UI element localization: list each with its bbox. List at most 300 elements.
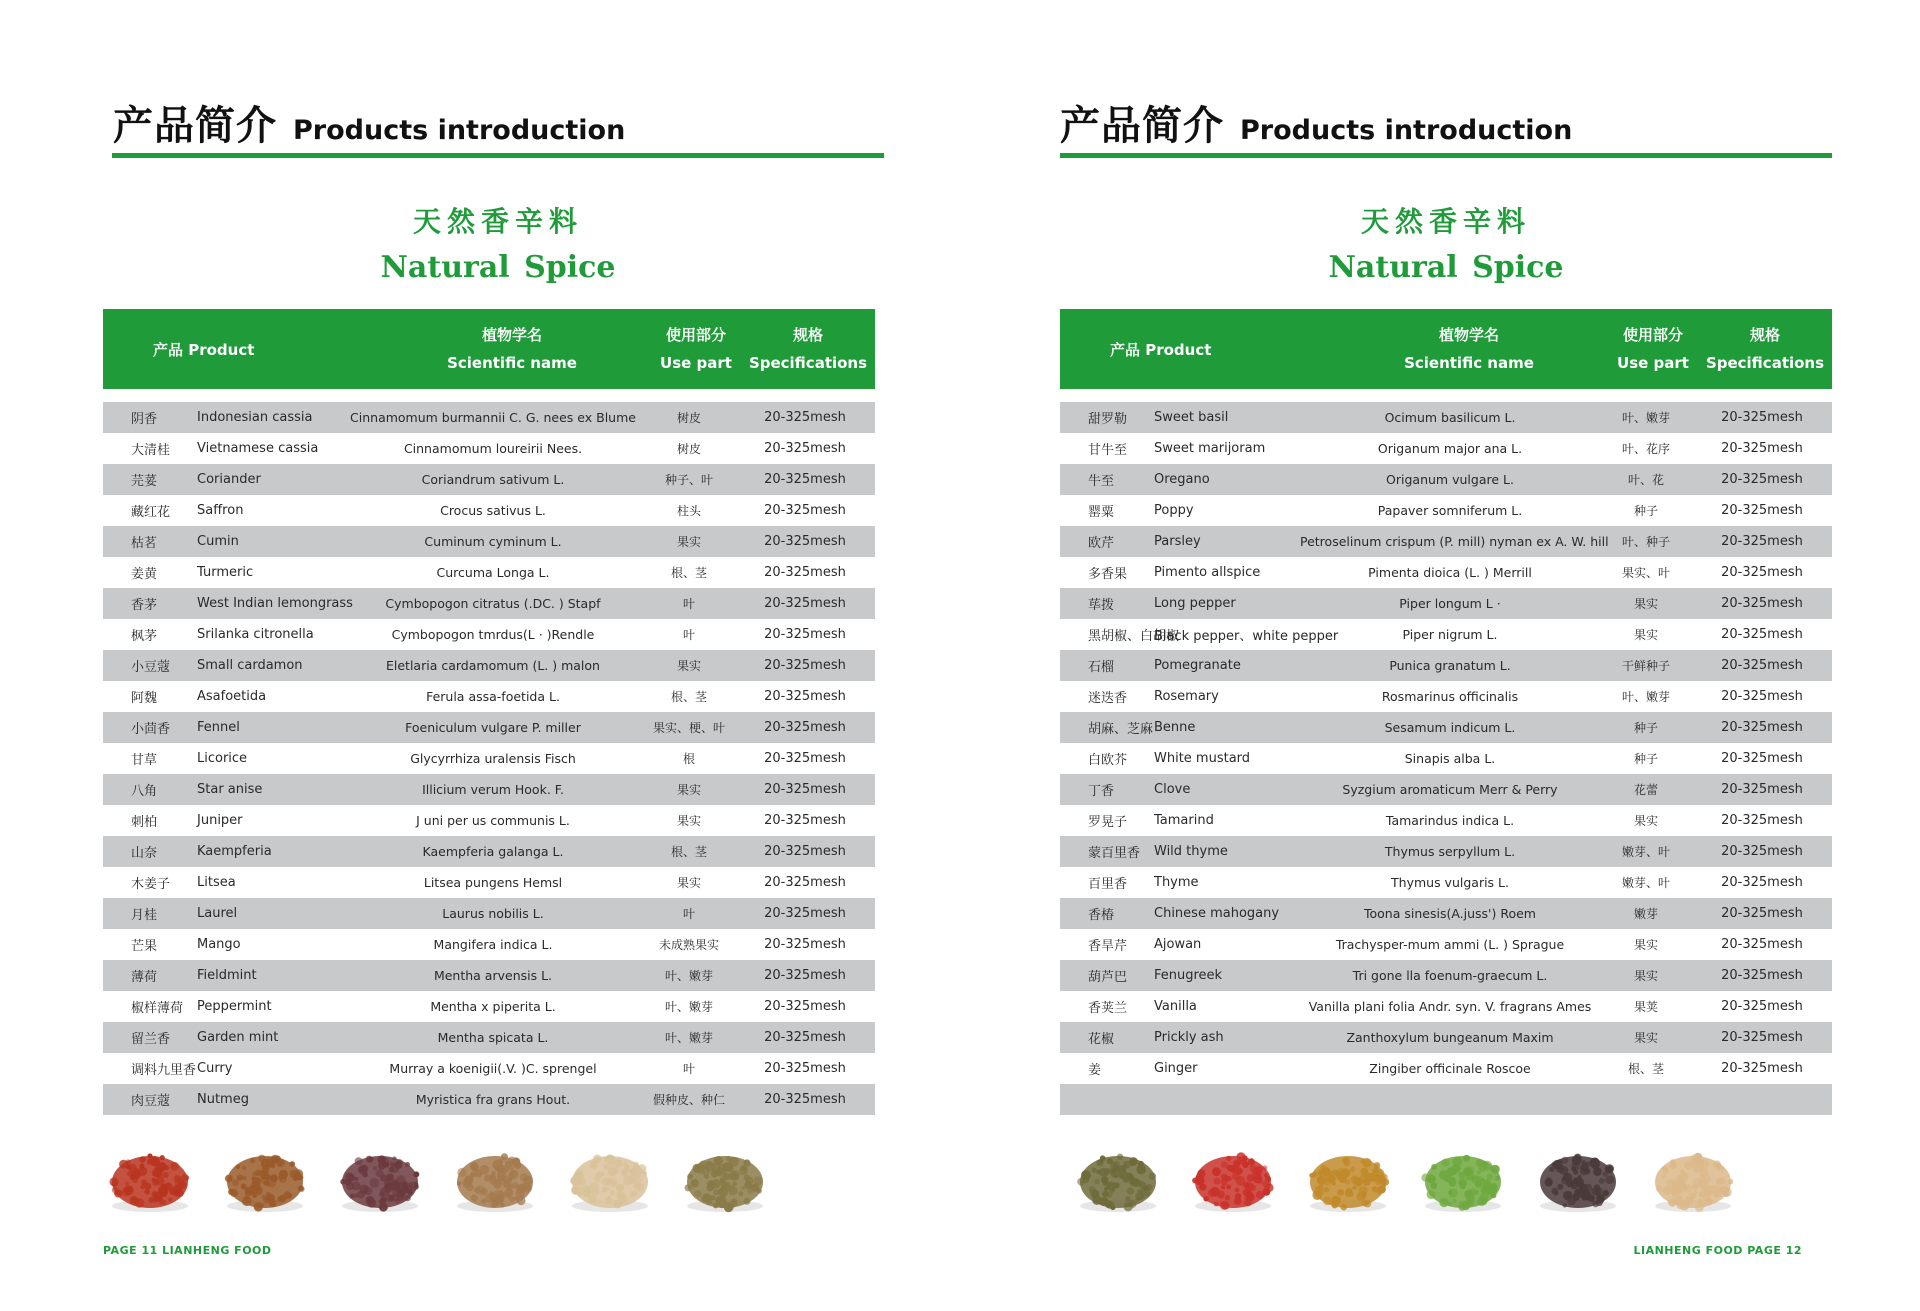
product-name-cn: 小茴香 [131,722,171,737]
product-name-en: Licorice [197,751,248,766]
product-name-en: Indonesian cassia [197,410,313,425]
product-name-en: Wild thyme [1154,844,1228,859]
specification: 20-325mesh [764,937,846,952]
table-body [103,402,875,1115]
table-row [1060,836,1832,867]
specification: 20-325mesh [764,813,846,828]
use-part: 种子 [1633,721,1658,735]
spice-images [100,1128,880,1228]
product-name-en: Vanilla [1154,999,1197,1014]
specification: 20-325mesh [1721,875,1803,890]
product-name-en: Prickly ash [1154,1030,1224,1045]
use-part: 假种皮、种仁 [652,1093,725,1107]
header-use-cn: 使用部分 [1622,326,1683,344]
scientific-name: Tri gone lla foenum-graecum L. [1352,968,1548,983]
product-name-en: Small cardamon [197,658,303,673]
specification: 20-325mesh [764,658,846,673]
scientific-name: Tamarindus indica L. [1385,813,1515,828]
specification: 20-325mesh [764,751,846,766]
product-name-en: Litsea [197,875,236,890]
table-row [103,836,875,867]
table-row [103,805,875,836]
table-row [1060,588,1832,619]
scientific-name: Glycyrrhiza uralensis Fisch [410,751,576,766]
use-part: 果实 [1633,938,1658,952]
header-sci-en: Scientific name [447,354,577,372]
product-name-en: Pomegranate [1154,658,1241,673]
scientific-name: Piper nigrum L. [1402,627,1498,642]
table-row [103,743,875,774]
header-scientific-name [373,321,651,377]
use-part: 叶、花 [1627,473,1664,487]
product-name-cn: 欧芹 [1088,536,1115,551]
section-title-en: Natural Spice [380,250,616,285]
table-row [103,867,875,898]
header-title-en: Products introduction [293,115,626,147]
product-name-cn: 甜罗勒 [1088,412,1128,427]
table-row [1060,1022,1832,1053]
product-name-en: Chinese mahogany [1154,906,1280,921]
product-name-cn: 迷迭香 [1088,691,1128,706]
header-divider [1060,153,1832,158]
section-title-cn: 天然香辛料 [1360,205,1531,238]
header-sci-cn: 植物学名 [481,326,542,344]
product-name-en: Long pepper [1154,596,1236,611]
product-name-cn: 藏红花 [131,505,171,520]
use-part: 叶 [682,597,695,611]
scientific-name: Rosmarinus officinalis [1381,689,1519,704]
table-row [1060,991,1832,1022]
use-part: 嫩芽、叶 [1621,845,1670,859]
product-name-cn: 百里香 [1088,877,1128,892]
use-part: 果实 [1633,969,1658,983]
product-name-en: Nutmeg [197,1092,249,1107]
product-name-en: Black pepper、white pepper [1154,629,1339,644]
spice-pile-image [1072,1136,1164,1216]
product-name-cn: 牛至 [1088,474,1115,489]
scientific-name: Coriandrum sativum L. [421,472,565,487]
table-row [103,402,875,433]
spice-pile-image [449,1136,541,1216]
scientific-name: Illicium verum Hook. F. [422,782,564,797]
scientific-name: Eletlaria cardamomum (L. ) malon [386,658,600,673]
use-part: 叶 [682,907,695,921]
spice-pile-image [1417,1136,1509,1216]
use-part: 根、茎 [1627,1062,1664,1076]
product-name-cn: 甘牛至 [1088,443,1128,458]
specification: 20-325mesh [764,720,846,735]
product-name-cn: 留兰香 [131,1032,171,1047]
table-row [103,929,875,960]
scientific-name: Ocimum basilicum L. [1384,410,1516,425]
scientific-name: Kaempferia galanga L. [422,844,564,859]
product-name-cn: 石榴 [1088,660,1115,675]
spice-pile-image [334,1136,426,1216]
table-row [103,991,875,1022]
scientific-name: Cymbopogon citratus (.DC. ) Stapf [385,596,601,611]
product-name-en: Pimento allspice [1154,565,1261,580]
header-title-en: Products introduction [1240,115,1573,147]
product-name-cn: 香椿 [1088,908,1115,923]
use-part: 嫩芽、叶 [1621,876,1670,890]
table-row [1060,743,1832,774]
product-name-cn: 香茅 [131,598,158,613]
use-part: 花蕾 [1633,783,1658,797]
use-part: 果实 [1633,628,1658,642]
table-row [1060,898,1832,929]
header-use-cn: 使用部分 [665,326,726,344]
specification: 20-325mesh [764,410,846,425]
scientific-name: Petroselinum crispum (P. mill) nyman ex A. W. hill [1300,534,1609,549]
specification: 20-325mesh [1721,689,1803,704]
header-use-part [651,321,741,377]
product-name-cn: 罂粟 [1088,505,1115,520]
specification: 20-325mesh [1721,937,1803,952]
spice-pile-image [679,1136,771,1216]
table-row [1060,526,1832,557]
table-body [1060,402,1832,1115]
specification: 20-325mesh [1721,503,1803,518]
scientific-name: Mangifera indica L. [433,937,553,952]
specification: 20-325mesh [1721,844,1803,859]
product-name-cn: 甘草 [131,753,158,768]
header-use-en: Use part [660,354,732,372]
table-row [103,1022,875,1053]
specification: 20-325mesh [1721,410,1803,425]
spice-pile-image [1302,1136,1394,1216]
header-specifications [1698,321,1832,377]
scientific-name: Papaver somniferum L. [1377,503,1523,518]
table-row [1060,929,1832,960]
page-header [1060,86,1573,149]
spice-pile-image [1647,1136,1739,1216]
table-row [1060,805,1832,836]
table-row [103,712,875,743]
specification: 20-325mesh [1721,658,1803,673]
use-part: 果实 [676,535,701,549]
product-name-en: Parsley [1154,534,1201,549]
scientific-name: Piper longum L · [1399,596,1501,611]
page-header [113,86,626,149]
product-name-cn: 阿魏 [131,691,158,706]
spice-pile-image [564,1136,656,1216]
table-row [103,1053,875,1084]
scientific-name: Origanum major ana L. [1377,441,1523,456]
use-part: 树皮 [676,411,701,425]
specification: 20-325mesh [764,596,846,611]
product-name-en: Mango [197,937,241,952]
header-specifications [741,321,875,377]
scientific-name: Curcuma Longa L. [436,565,550,580]
scientific-name: Syzgium aromaticum Merr & Perry [1342,782,1558,797]
specification: 20-325mesh [764,875,846,890]
use-part: 叶、种子 [1621,535,1670,549]
product-name-cn: 蒙百里香 [1088,846,1141,861]
specification: 20-325mesh [764,906,846,921]
use-part: 种子 [1633,504,1658,518]
scientific-name: Sesamum indicum L. [1384,720,1516,735]
use-part: 果实 [1633,597,1658,611]
product-name-cn: 胡麻、芝麻 [1088,722,1154,737]
page-footer: LIANHENG FOOD PAGE 12 [1633,1244,1802,1257]
product-name-cn: 月桂 [131,908,158,923]
table-row [1060,712,1832,743]
specification: 20-325mesh [764,1092,846,1107]
product-name-cn: 香旱芹 [1088,939,1128,954]
specification: 20-325mesh [764,627,846,642]
header-spec-cn: 规格 [1749,326,1780,344]
product-name-en: Rosemary [1154,689,1219,704]
product-name-en: Tamarind [1154,813,1214,828]
scientific-name: Zingiber officinale Roscoe [1369,1061,1531,1076]
product-name-en: Turmeric [197,565,254,580]
use-part: 根、茎 [670,845,707,859]
page-12 [960,0,1920,1311]
table-row [1060,619,1832,650]
table-row [103,681,875,712]
scientific-name: Thymus serpyllum L. [1384,844,1516,859]
table-row [103,588,875,619]
header-divider [112,153,884,158]
specification: 20-325mesh [1721,751,1803,766]
use-part: 叶、嫩芽 [664,1031,713,1045]
use-part: 果荚 [1633,1000,1658,1014]
scientific-name: Cuminum cyminum L. [424,534,562,549]
spice-pile-image [1532,1136,1624,1216]
table-row [103,557,875,588]
product-name-cn: 罗晃子 [1088,815,1128,830]
product-name-cn: 芫荽 [131,474,158,489]
use-part: 果实 [1633,814,1658,828]
specification: 20-325mesh [1721,534,1803,549]
product-name-cn: 姜黄 [131,567,158,582]
use-part: 根、茎 [670,566,707,580]
product-name-en: White mustard [1154,751,1251,766]
scientific-name: Foeniculum vulgare P. miller [405,720,581,735]
product-name-en: Thyme [1154,875,1199,890]
use-part: 果实 [676,876,701,890]
scientific-name: Zanthoxylum bungeanum Maxim [1346,1030,1554,1045]
specification: 20-325mesh [764,1030,846,1045]
specification: 20-325mesh [1721,627,1803,642]
product-name-cn: 丁香 [1088,784,1115,799]
product-name-en: Kaempferia [197,844,272,859]
header-title-cn: 产品简介 [113,103,277,149]
table-row [103,619,875,650]
specification: 20-325mesh [1721,906,1803,921]
product-name-en: Coriander [197,472,261,487]
use-part: 果实 [676,659,701,673]
product-name-cn: 阴香 [131,412,158,427]
specification: 20-325mesh [764,968,846,983]
product-name-cn: 荜拨 [1088,598,1115,613]
product-name-cn: 芒果 [131,939,158,954]
header-scientific-name [1330,321,1608,377]
section-title [112,202,884,288]
specification: 20-325mesh [764,503,846,518]
specification: 20-325mesh [1721,1030,1803,1045]
product-name-en: Garden mint [197,1030,279,1045]
scientific-name: Trachysper-mum ammi (L. ) Sprague [1335,937,1565,952]
scientific-name: Laurus nobilis L. [442,906,544,921]
scientific-name: Origanum vulgare L. [1386,472,1514,487]
use-part: 树皮 [676,442,701,456]
product-name-cn: 刺柏 [131,815,158,830]
header-sci-en: Scientific name [1404,354,1534,372]
product-name-cn: 肉豆蔻 [131,1094,171,1109]
product-table [103,309,875,1115]
product-name-cn: 枫茅 [131,629,158,644]
use-part: 果实 [676,814,701,828]
table-row [103,774,875,805]
product-name-cn: 葫芦巴 [1088,970,1128,985]
specification: 20-325mesh [1721,782,1803,797]
page-footer: PAGE 11 LIANHENG FOOD [103,1244,272,1257]
table-row [103,650,875,681]
product-name-cn: 大清桂 [131,443,171,458]
product-name-en: Sweet marijoram [1154,441,1266,456]
product-name-cn: 姜 [1088,1063,1102,1078]
product-name-cn: 薄荷 [131,970,158,985]
table-row [1060,433,1832,464]
scientific-name: Pimenta dioica (L. ) Merrill [1368,565,1532,580]
use-part: 果实 [1633,1031,1658,1045]
table-row [1060,867,1832,898]
table-row [1060,650,1832,681]
specification: 20-325mesh [764,472,846,487]
spice-images [1068,1128,1848,1228]
specification: 20-325mesh [1721,565,1803,580]
scientific-name: Mentha x piperita L. [430,999,556,1014]
use-part: 干鲜种子 [1621,659,1670,673]
scientific-name: Litsea pungens Hemsl [423,875,563,890]
table-row [1060,960,1832,991]
table-row [103,495,875,526]
header-product: 产品 Product [153,340,255,359]
product-name-en: Vietnamese cassia [197,441,319,456]
product-name-en: Ajowan [1154,937,1202,952]
product-name-en: Srilanka citronella [197,627,314,642]
scientific-name: Murray a koenigii(.V. )C. sprengel [389,1061,597,1076]
table-row [103,526,875,557]
header-sci-cn: 植物学名 [1438,326,1499,344]
header-use-part [1608,321,1698,377]
product-name-en: Cumin [197,534,239,549]
table-row [1060,681,1832,712]
scientific-name: Cymbopogon tmrdus(L · )Rendle [391,627,595,642]
scientific-name: Mentha arvensis L. [433,968,553,983]
specification: 20-325mesh [764,689,846,704]
specification: 20-325mesh [764,782,846,797]
product-name-cn: 木姜子 [131,877,171,892]
scientific-name: Crocus sativus L. [440,503,546,518]
specification: 20-325mesh [1721,441,1803,456]
specification: 20-325mesh [764,534,846,549]
scientific-name: Mentha spicata L. [437,1030,549,1045]
use-part: 柱头 [676,504,701,518]
use-part: 叶、花序 [1621,442,1670,456]
table-row [103,433,875,464]
scientific-name: Toona sinesis(A.juss') Roem [1364,906,1536,921]
header-product: 产品 Product [1110,340,1212,359]
use-part: 根 [682,752,695,766]
spice-pile-image [1187,1136,1279,1216]
table-row [103,1084,875,1115]
scientific-name: Ferula assa-foetida L. [426,689,560,704]
product-name-cn: 小豆蔻 [131,660,171,675]
product-name-cn: 八角 [131,784,158,799]
table-row [103,960,875,991]
product-name-en: Poppy [1154,503,1194,518]
specification: 20-325mesh [1721,813,1803,828]
table-row [1060,557,1832,588]
table-row [1060,1053,1832,1084]
specification: 20-325mesh [764,1061,846,1076]
use-part: 果实 [676,783,701,797]
scientific-name: Punica granatum L. [1389,658,1511,673]
product-name-en: Clove [1154,782,1191,797]
product-name-en: Star anise [197,782,263,797]
use-part: 叶、嫩芽 [1621,690,1670,704]
specification: 20-325mesh [764,441,846,456]
product-name-en: Curry [197,1061,233,1076]
use-part: 果实、梗、叶 [652,721,725,735]
specification: 20-325mesh [764,999,846,1014]
scientific-name: Thymus vulgaris L. [1391,875,1509,890]
product-name-cn: 调料九里香 [131,1063,197,1078]
product-name-en: Benne [1154,720,1196,735]
specification: 20-325mesh [1721,968,1803,983]
product-name-cn: 椒样薄荷 [131,1001,184,1016]
specification: 20-325mesh [1721,720,1803,735]
specification: 20-325mesh [1721,999,1803,1014]
table-header [1060,309,1832,389]
use-part: 果实、叶 [1621,566,1670,580]
product-name-cn: 枯茗 [131,536,158,551]
use-part: 未成熟果实 [658,938,719,952]
header-use-en: Use part [1617,354,1689,372]
use-part: 叶 [682,628,695,642]
scientific-name: J uni per us communis L. [416,813,570,828]
product-name-cn: 花椒 [1088,1032,1115,1047]
product-name-en: Peppermint [197,999,272,1014]
use-part: 叶、嫩芽 [664,1000,713,1014]
section-title-cn: 天然香辛料 [412,205,583,238]
specification: 20-325mesh [1721,1061,1803,1076]
use-part: 种子、叶 [664,473,713,487]
specification: 20-325mesh [1721,596,1803,611]
product-name-en: Asafoetida [197,689,267,704]
table-row [103,464,875,495]
use-part: 叶 [682,1062,695,1076]
use-part: 叶、嫩芽 [1621,411,1670,425]
spice-pile-image [219,1136,311,1216]
scientific-name: Myristica fra grans Hout. [415,1092,571,1107]
product-name-cn: 山奈 [131,846,158,861]
product-name-cn: 多香果 [1088,567,1128,582]
scientific-name: Cinnamomum burmannii C. G. nees ex Blume [350,410,636,425]
table-row [1060,464,1832,495]
product-name-cn: 香荚兰 [1088,1001,1128,1016]
specification: 20-325mesh [764,565,846,580]
table-row [1060,495,1832,526]
specification: 20-325mesh [1721,472,1803,487]
specification: 20-325mesh [764,844,846,859]
header-spec-cn: 规格 [792,326,823,344]
section-title [1060,202,1832,288]
product-name-en: Saffron [197,503,244,518]
product-name-cn: 黑胡椒、白胡椒 [1088,629,1180,644]
